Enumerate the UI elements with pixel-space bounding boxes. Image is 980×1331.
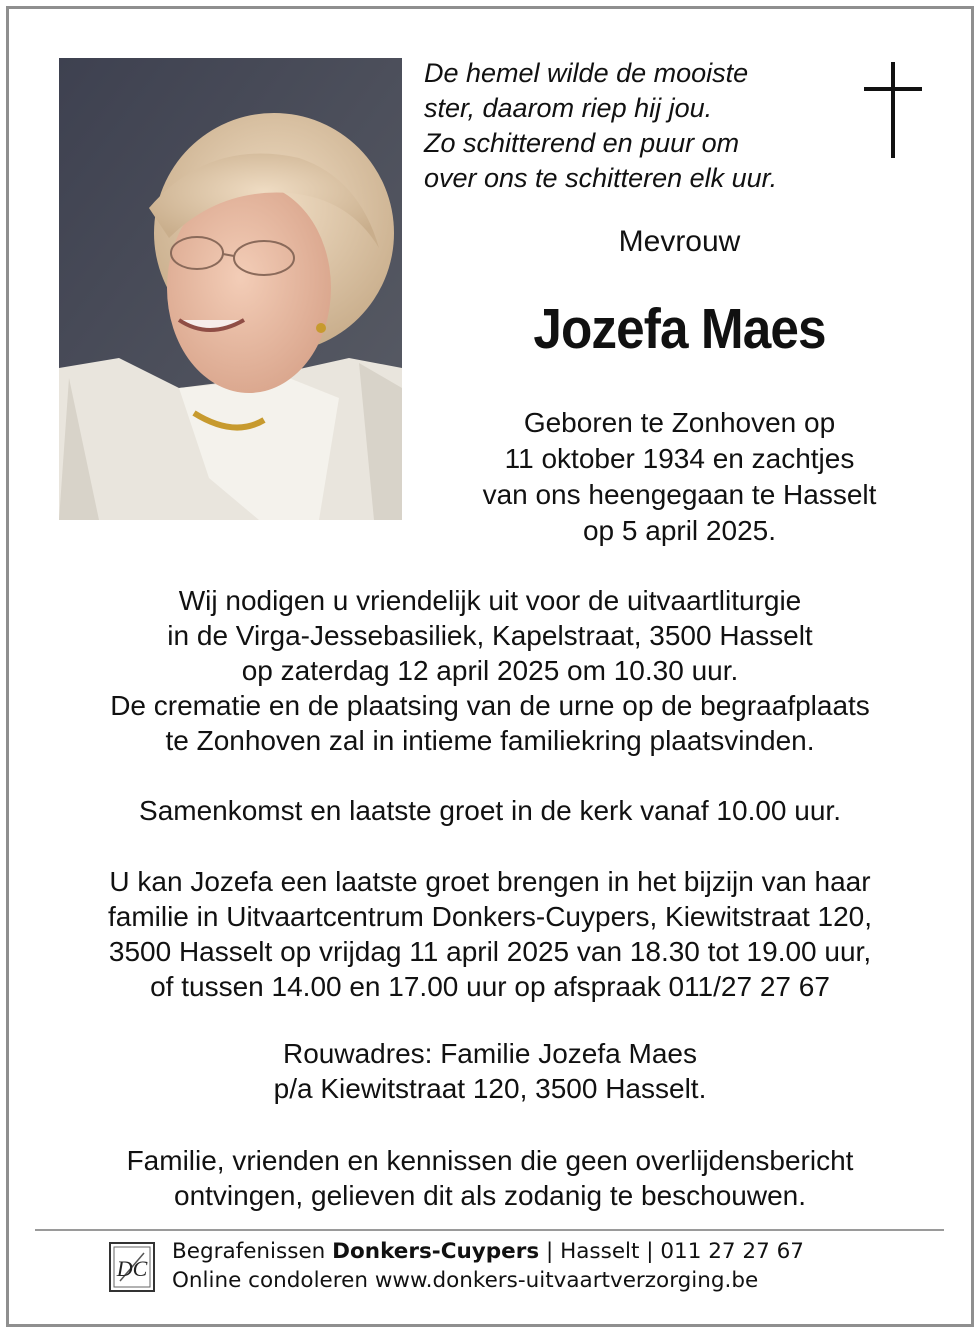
birth-line: 11 oktober 1934 en zachtjes <box>504 443 855 474</box>
invitation-line: op zaterdag 12 april 2025 om 10.30 uur. <box>241 655 739 686</box>
invitation-line: De crematie en de plaatsing van de urne op de begraafplaats <box>110 690 870 721</box>
portrait-photo <box>59 58 402 520</box>
visitation-line: familie in Uitvaartcentrum Donkers-Cuypers, Kiewitstraat 120, <box>107 901 873 932</box>
gathering-info <box>30 793 950 828</box>
invitation-line: in de Virga-Jessebasiliek, Kapelstraat, 3500 Hasselt <box>167 620 813 651</box>
condolence-url-link[interactable]: www.donkers-uitvaartverzorging.be <box>374 1268 759 1293</box>
poem-line: Zo schitterend en puur om <box>424 128 740 158</box>
poem-line: De hemel wilde de mooiste <box>424 58 749 88</box>
invitation-line: Wij nodigen u vriendelijk uit voor de uitvaartliturgie <box>178 585 802 616</box>
visitation-line: U kan Jozefa een laatste groet brengen in het bijzijn van haar <box>109 866 871 897</box>
birth-death-info <box>412 405 947 549</box>
footer-prefix: Begrafenissen <box>172 1239 333 1264</box>
funeral-home-logo-icon <box>108 1241 156 1293</box>
closing-line: ontvingen, gelieven dit als zodanig te beschouwen. <box>174 1180 806 1211</box>
birth-line: Geboren te Zonhoven op <box>523 407 836 438</box>
poem-line: ster, daarom riep hij jou. <box>424 93 713 123</box>
cross-icon <box>864 62 922 160</box>
deceased-name: Jozefa Maes <box>533 297 826 361</box>
address-line: Rouwadres: Familie Jozefa Maes <box>283 1038 697 1069</box>
poem <box>424 56 844 196</box>
condolence-label: Online condoleren <box>172 1268 375 1293</box>
poem-line: over ons te schitteren elk uur. <box>424 163 778 193</box>
footer-divider <box>35 1229 944 1231</box>
honorific-title: Mevrouw <box>618 225 741 258</box>
closing-note <box>30 1143 950 1213</box>
funeral-home-brand: Donkers-Cuypers <box>332 1239 540 1264</box>
address-line: p/a Kiewitstraat 120, 3500 Hasselt. <box>273 1073 707 1104</box>
visitation-line: of tussen 14.00 en 17.00 uur op afspraak 011/27 27 67 <box>150 971 830 1002</box>
gathering-line: Samenkomst en laatste groet in de kerk vanaf 10.00 uur. <box>139 795 841 826</box>
mourning-address <box>30 1036 950 1106</box>
visitation-line: 3500 Hasselt op vrijdag 11 april 2025 van 18.30 tot 19.00 uur, <box>108 936 872 967</box>
footer-line-2 <box>172 1266 804 1295</box>
funeral-invitation <box>30 583 950 758</box>
birth-line: op 5 april 2025. <box>582 515 777 546</box>
logo-letters: DC <box>116 1256 148 1281</box>
visitation-info <box>30 864 950 1004</box>
footer-contact: | Hasselt | 011 27 27 67 <box>539 1239 804 1264</box>
funeral-home-footer <box>172 1237 804 1295</box>
footer-line-1 <box>172 1237 804 1266</box>
birth-line: van ons heengegaan te Hasselt <box>482 479 877 510</box>
closing-line: Familie, vrienden en kennissen die geen overlijdensbericht <box>126 1145 854 1176</box>
invitation-line: te Zonhoven zal in intieme familiekring plaatsvinden. <box>165 725 815 756</box>
